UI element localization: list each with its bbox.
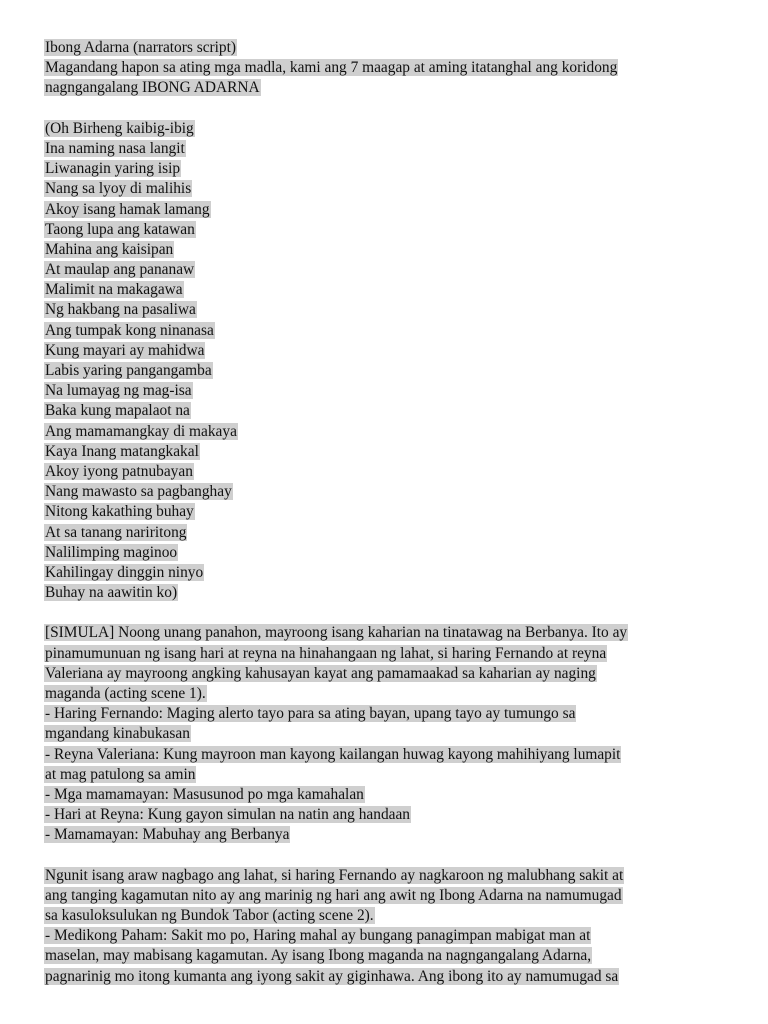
- text-span: Ng hakbang na pasaliwa: [45, 301, 196, 319]
- text-line: [44, 906, 734, 926]
- text-span: maselan, may mabisang kagamutan. Ay isang Ibong maganda na nagngangalang Adarna,: [45, 947, 592, 965]
- text-span: Kung mayari ay mahidwa: [45, 341, 205, 359]
- verse-line: [44, 341, 734, 361]
- verse-line: [44, 200, 734, 220]
- text-span: Ina naming nasa langit: [45, 139, 185, 157]
- paragraph-spacer: [44, 99, 734, 119]
- verse-line: [44, 543, 734, 563]
- text-line: [44, 684, 734, 704]
- text-span: Ang mamamangkay di makaya: [45, 422, 237, 440]
- text-span: Baka kung mapalaot na: [45, 402, 190, 420]
- text-line: [44, 78, 734, 98]
- text-line: [44, 765, 734, 785]
- text-line: [44, 644, 734, 664]
- prayer-verse: [44, 119, 734, 604]
- text-span: pagnarinig mo itong kumanta ang iyong sakit ay giginhawa. Ang ibong ito ay namumugad sa: [45, 967, 619, 985]
- text-span: Nitong kakathing buhay: [45, 503, 194, 521]
- text-line: [44, 805, 734, 825]
- text-span: Nang sa lyoy di malihis: [45, 180, 192, 198]
- text-line: [44, 724, 734, 744]
- verse-line: [44, 220, 734, 240]
- text-span: Buhay na aawitin ko): [45, 584, 178, 602]
- text-span: Nalilimping maginoo: [45, 543, 178, 561]
- text-span: Ngunit isang araw nagbago ang lahat, si haring Fernando ay nagkaroon ng malubhang sakit at: [45, 866, 624, 884]
- verse-line: [44, 502, 734, 522]
- text-line: [44, 664, 734, 684]
- text-line: [44, 825, 734, 845]
- verse-line: [44, 119, 734, 139]
- scene2-paragraph: [44, 866, 734, 987]
- paragraph-spacer: [44, 603, 734, 623]
- text-span: Valeriana ay mayroong angking kahusayan kayat ang pamamaakad sa kaharian ay naging: [45, 664, 596, 682]
- text-line: [44, 967, 734, 987]
- text-span: - Mga mamamayan: Masusunod po mga kamahalan: [45, 785, 364, 803]
- intro-paragraph: [44, 58, 734, 98]
- document-title-line: [44, 38, 734, 58]
- text-span: Ang tumpak kong ninanasa: [45, 321, 214, 339]
- text-span: ang tanging kagamutan nito ay ang marinig ng hari ang awit ng Ibong Adarna na namumugad: [45, 886, 622, 904]
- verse-line: [44, 240, 734, 260]
- text-span: Malimit na makagawa: [45, 281, 183, 299]
- verse-line: [44, 179, 734, 199]
- text-line: [44, 785, 734, 805]
- text-span: mgandang kinabukasan: [45, 725, 190, 743]
- text-line: [44, 704, 734, 724]
- verse-line: [44, 280, 734, 300]
- verse-line: [44, 381, 734, 401]
- text-span: Liwanagin yaring isip: [45, 160, 181, 178]
- text-span: Nang mawasto sa pagbanghay: [45, 483, 232, 501]
- paragraph-spacer: [44, 846, 734, 866]
- text-span: sa kasuloksulukan ng Bundok Tabor (acting scene 2).: [45, 907, 374, 925]
- text-line: [44, 866, 734, 886]
- scene1-paragraph: [44, 623, 734, 845]
- text-span: Labis yaring pangangamba: [45, 362, 212, 379]
- verse-line: [44, 260, 734, 280]
- text-span: - Mamamayan: Mabuhay ang Berbanya: [45, 826, 290, 844]
- text-span: Taong lupa ang katawan: [45, 220, 195, 238]
- text-span: - Reyna Valeriana: Kung mayroon man kayong kailangan huwag kayong mahihiyang lumapit: [45, 745, 621, 763]
- text-line: [44, 58, 734, 78]
- text-line: [44, 946, 734, 966]
- text-span: Akoy isang hamak lamang: [45, 200, 210, 218]
- text-span: At maulap ang pananaw: [45, 261, 195, 279]
- verse-line: [44, 563, 734, 583]
- text-span: at mag patulong sa amin: [45, 765, 196, 783]
- text-line: [44, 886, 734, 906]
- text-span: Mahina ang kaisipan: [45, 240, 174, 258]
- text-span: Kahilingay dinggin ninyo: [45, 563, 204, 581]
- text-span: At sa tanang nariritong: [45, 523, 187, 541]
- verse-line: [44, 159, 734, 179]
- text-span: - Medikong Paham: Sakit mo po, Haring mahal ay bungang panagimpan mabigat man at: [45, 927, 591, 945]
- verse-line: [44, 523, 734, 543]
- text-span: Magandang hapon sa ating mga madla, kami ang 7 maagap at aming itatanghal ang koridong: [45, 59, 618, 77]
- text-span: Na lumayag ng mag-isa: [45, 382, 192, 400]
- verse-line: [44, 139, 734, 159]
- text-span: Akoy iyong patnubayan: [45, 462, 193, 480]
- text-line: [44, 623, 734, 643]
- text-span: - Hari at Reyna: Kung gayon simulan na natin ang handaan: [45, 806, 410, 824]
- document-page: [44, 38, 734, 987]
- text-span: - Haring Fernando: Maging alerto tayo para sa ating bayan, upang tayo ay tumungo sa: [45, 705, 576, 723]
- text-span: Kaya Inang matangkakal: [45, 442, 199, 460]
- text-line: [44, 745, 734, 765]
- verse-line: [44, 583, 734, 603]
- verse-line: [44, 300, 734, 320]
- text-span: maganda (acting scene 1).: [45, 685, 206, 702]
- verse-line: [44, 482, 734, 502]
- text-line: [44, 926, 734, 946]
- text-span: (Oh Birheng kaibig-ibig: [45, 119, 194, 137]
- verse-line: [44, 361, 734, 381]
- text-span: nagngangalang IBONG ADARNA: [45, 79, 260, 97]
- document-title: Ibong Adarna (narrators script): [45, 39, 237, 56]
- verse-line: [44, 462, 734, 482]
- verse-line: [44, 401, 734, 421]
- verse-line: [44, 422, 734, 442]
- verse-line: [44, 442, 734, 462]
- verse-line: [44, 321, 734, 341]
- text-span: [SIMULA] Noong unang panahon, mayroong isang kaharian na tinatawag na Berbanya. Ito ay: [45, 624, 628, 642]
- text-span: pinamumunuan ng isang hari at reyna na hinahangaan ng lahat, si haring Fernando at reyna: [45, 644, 607, 662]
